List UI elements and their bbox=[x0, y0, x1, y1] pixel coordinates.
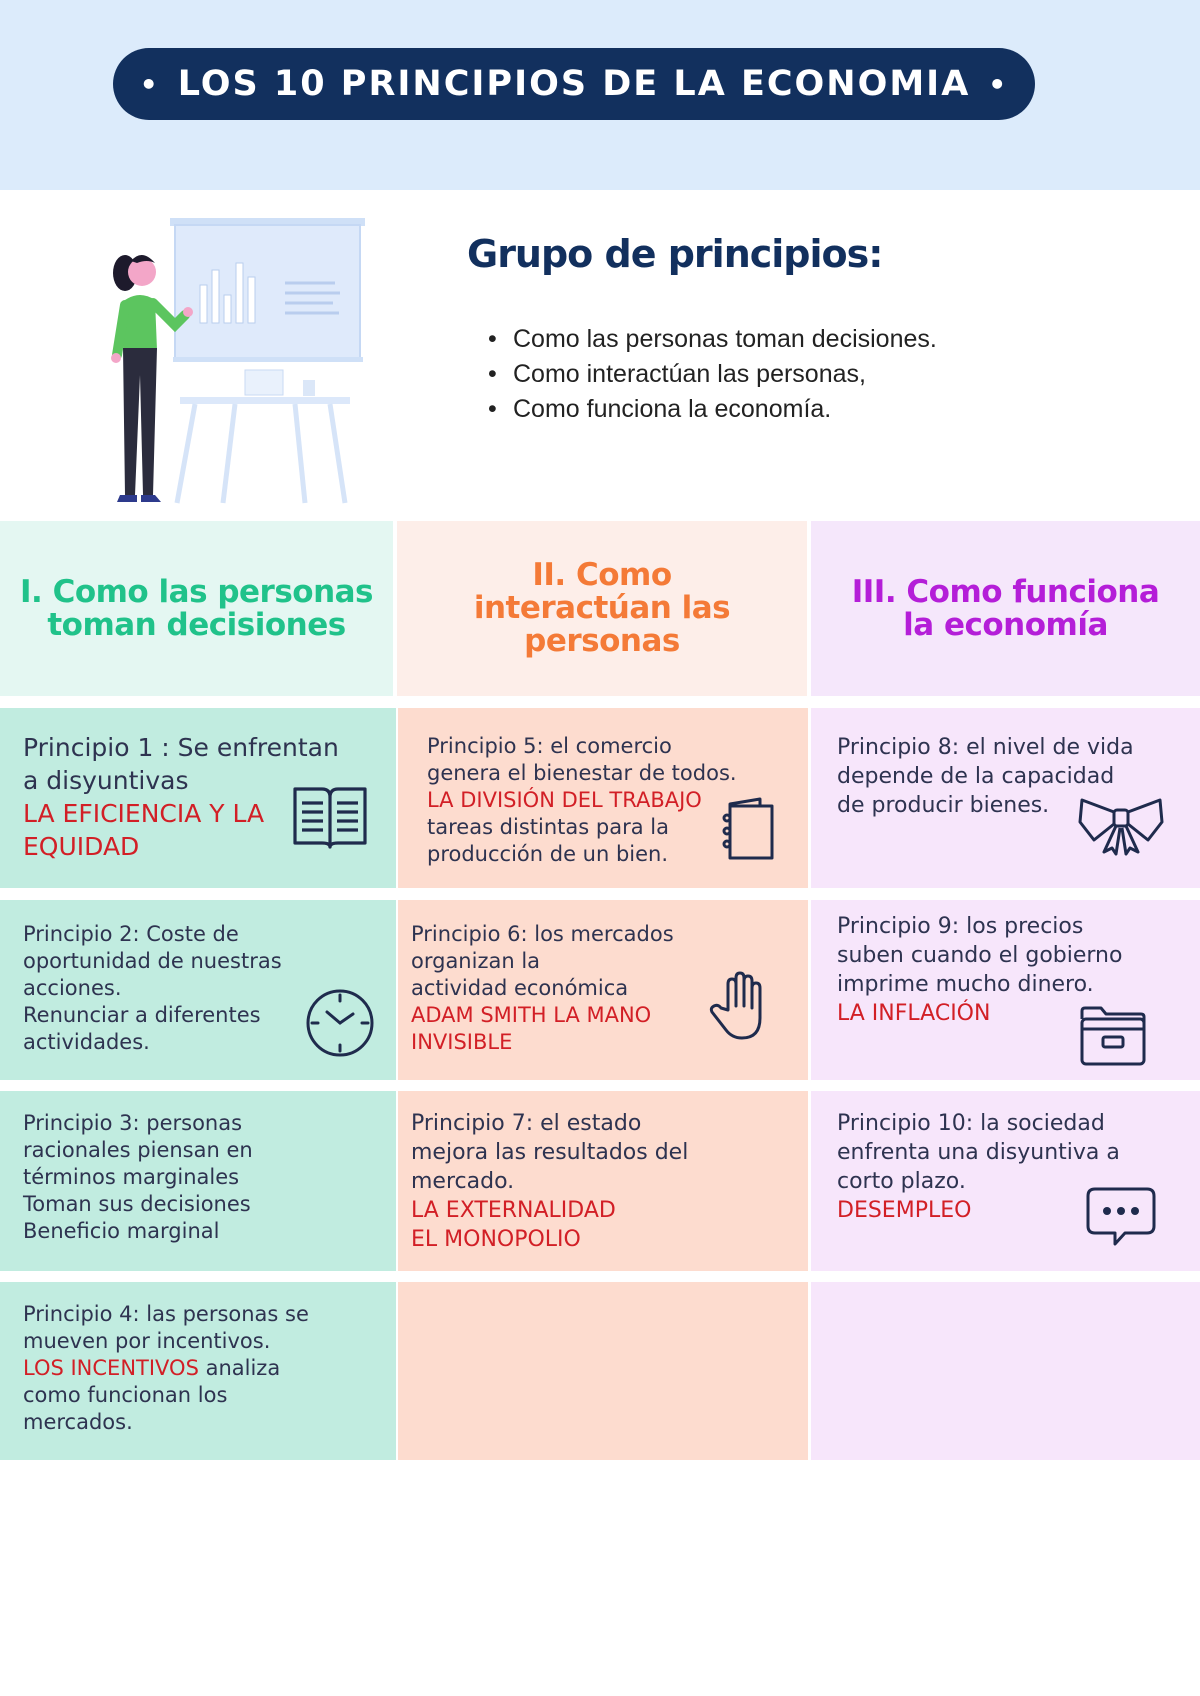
principle-text-mixed bbox=[23, 1355, 396, 1382]
title-bullet-right: • bbox=[988, 67, 1009, 101]
principle-text: mercado. bbox=[411, 1169, 515, 1194]
principle-text: Principio 1 : Se enfrentan bbox=[23, 733, 339, 762]
column-heading-line: interactúan las bbox=[473, 590, 731, 626]
principle-text: mueven por incentivos. bbox=[23, 1329, 271, 1353]
group-item: • Como funciona la economía. bbox=[513, 392, 937, 427]
principle-highlight: LA EXTERNALIDAD bbox=[411, 1198, 616, 1223]
principle-text: mercados. bbox=[23, 1410, 133, 1434]
clock-icon bbox=[305, 988, 375, 1058]
principle-text: suben cuando el gobierno bbox=[837, 943, 1123, 968]
principle-card-8 bbox=[811, 708, 1200, 888]
principle-card-5 bbox=[398, 708, 808, 888]
principle-text: Principio 5: el comercio bbox=[427, 734, 672, 758]
principle-card-6 bbox=[398, 900, 808, 1080]
principle-text: Toman sus decisiones bbox=[23, 1192, 251, 1216]
principle-text: actividad económica bbox=[411, 976, 629, 1000]
principle-highlight: DESEMPLEO bbox=[837, 1198, 972, 1223]
group-heading: Grupo de principios: bbox=[467, 232, 883, 276]
principle-text: mejora las resultados del bbox=[411, 1140, 689, 1165]
folder-icon bbox=[1079, 1005, 1147, 1067]
principle-highlight: ADAM SMITH LA MANO bbox=[411, 1003, 652, 1027]
principle-text: Renunciar a diferentes bbox=[23, 1003, 261, 1027]
notebook-icon bbox=[720, 796, 778, 862]
principle-text: imprime mucho dinero. bbox=[837, 972, 1094, 997]
chat-bubble-icon bbox=[1085, 1186, 1157, 1248]
principle-highlight: LOS INCENTIVOS bbox=[23, 1356, 199, 1380]
principle-text: Principio 7: el estado bbox=[411, 1111, 642, 1136]
column-heading-line: I. Como las personas bbox=[19, 573, 374, 610]
book-icon bbox=[292, 783, 368, 849]
title-banner bbox=[113, 48, 1035, 120]
principle-card-4 bbox=[0, 1282, 396, 1460]
principle-text: analiza bbox=[198, 1356, 281, 1380]
principle-card-7 bbox=[398, 1091, 808, 1271]
title-bullet-left: • bbox=[139, 67, 160, 101]
column-heading-line: la economía bbox=[903, 606, 1108, 643]
principle-highlight: LA DIVISIÓN DEL TRABAJO bbox=[427, 788, 702, 812]
principle-highlight: INVISIBLE bbox=[411, 1030, 513, 1054]
principle-text: Principio 3: personas bbox=[23, 1111, 243, 1135]
principle-text: actividades. bbox=[23, 1030, 150, 1054]
principle-text: como funcionan los bbox=[23, 1383, 228, 1407]
column-heading-line: toman decisiones bbox=[47, 606, 346, 643]
column-heading-1 bbox=[0, 521, 393, 696]
principle-highlight: EQUIDAD bbox=[23, 832, 140, 861]
principle-highlight: LA INFLACIÓN bbox=[837, 1001, 991, 1026]
principle-text: Principio 9: los precios bbox=[837, 914, 1084, 939]
hand-icon bbox=[708, 970, 770, 1042]
principle-text: oportunidad de nuestras bbox=[23, 949, 282, 973]
group-item: • Como las personas toman decisiones. bbox=[513, 322, 937, 357]
principle-text: Principio 6: los mercados bbox=[411, 922, 674, 946]
principle-text: organizan la bbox=[411, 949, 541, 973]
principle-text: de producir bienes. bbox=[837, 793, 1050, 818]
principle-text: producción de un bien. bbox=[427, 842, 669, 866]
principle-text: enfrenta una disyuntiva a bbox=[837, 1140, 1120, 1165]
column-heading-line: personas bbox=[524, 623, 680, 659]
principle-text: corto plazo. bbox=[837, 1169, 966, 1194]
principle-text: racionales piensan en bbox=[23, 1138, 253, 1162]
principle-highlight: LA EFICIENCIA Y LA bbox=[23, 799, 265, 828]
principle-card-3 bbox=[0, 1091, 396, 1271]
principle-text: Principio 8: el nivel de vida bbox=[837, 735, 1134, 760]
principle-text: a disyuntivas bbox=[23, 766, 189, 795]
empty-cell bbox=[398, 1282, 808, 1460]
principle-text: Principio 10: la sociedad bbox=[837, 1111, 1105, 1136]
principle-text: genera el bienestar de todos. bbox=[427, 761, 737, 785]
empty-cell bbox=[811, 1282, 1200, 1460]
column-heading-line: III. Como funciona bbox=[851, 573, 1160, 610]
group-list bbox=[513, 322, 937, 427]
principle-highlight: EL MONOPOLIO bbox=[411, 1227, 581, 1252]
principle-card-1 bbox=[0, 708, 396, 888]
principle-card-9 bbox=[811, 900, 1200, 1080]
presenter-illustration bbox=[95, 215, 375, 505]
principle-text: términos marginales bbox=[23, 1165, 240, 1189]
page-title: LOS 10 PRINCIPIOS DE LA ECONOMIA bbox=[177, 64, 971, 104]
principle-text: tareas distintas para la bbox=[427, 815, 669, 839]
principle-card-10 bbox=[811, 1091, 1200, 1271]
principle-text: acciones. bbox=[23, 976, 122, 1000]
principle-text: Principio 4: las personas se bbox=[23, 1302, 309, 1326]
column-heading-2 bbox=[397, 521, 807, 696]
principle-text: Beneficio marginal bbox=[23, 1219, 220, 1243]
bow-icon bbox=[1076, 796, 1166, 856]
column-heading-3 bbox=[811, 521, 1200, 696]
principle-text: Principio 2: Coste de bbox=[23, 922, 239, 946]
principle-card-2 bbox=[0, 900, 396, 1080]
group-item: • Como interactúan las personas, bbox=[513, 357, 937, 392]
principle-text: depende de la capacidad bbox=[837, 764, 1115, 789]
column-heading-line: II. Como bbox=[532, 557, 672, 593]
